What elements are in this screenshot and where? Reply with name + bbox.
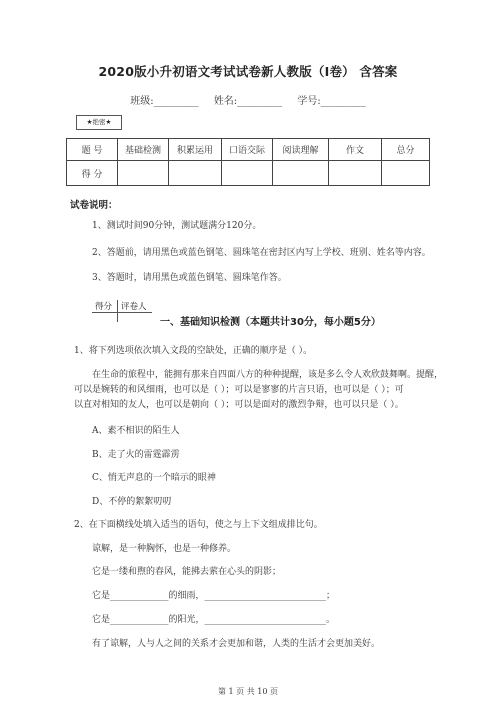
score-table-header-row xyxy=(67,139,430,161)
grader-box xyxy=(92,300,152,322)
page-footer: 第 1 页 共 10 页 xyxy=(218,687,278,696)
score-table-header-cell: 基础检测 xyxy=(118,139,169,161)
page-title: 2020版小升初语文考试试卷新人教版（I卷） 含答案 xyxy=(98,64,398,79)
class-field[interactable]: 班级:_________ xyxy=(130,96,199,107)
score-cell[interactable] xyxy=(273,161,329,186)
score-cell[interactable] xyxy=(382,161,430,186)
score-cell[interactable] xyxy=(118,161,169,186)
question-stem: 2、在下面横线处填入适当的语句，使之与上下文组成排比句。 xyxy=(74,520,323,530)
grader-score-label: 得分 xyxy=(95,302,113,312)
student-info xyxy=(0,92,496,107)
instruction-item: 1、测试时间90分钟，测试题满分120分。 xyxy=(92,221,262,231)
score-table-header-cell: 题 号 xyxy=(67,139,118,161)
fill-blank-line[interactable]: 它是_____________的细雨，___________________________； xyxy=(92,591,336,601)
section-title: 一、基础知识检测（本题共计30分，每小题5分） xyxy=(160,317,381,328)
grader-reviewer-label: 评卷人 xyxy=(121,302,147,312)
option-item: A、素不相识的陌生人 xyxy=(92,426,180,436)
question-line: 有了谅解，人与人之间的关系才会更加和谐，人类的生活才会更加美好。 xyxy=(92,639,381,649)
passage-line: 以直对相知的友人，也可以是朝向（ ）；可以是面对的激烈争辩，也可以只是（ ）。 xyxy=(74,400,404,410)
score-cell[interactable] xyxy=(329,161,382,186)
instruction-item: 2、答题前，请用黑色或蓝色钢笔、圆珠笔在密封区内写上学校、班别、姓名等内容。 xyxy=(92,248,431,258)
score-table-score-row xyxy=(67,161,430,186)
passage-line: 在生命的旅程中，能拥有那来自四面八方的种种提醒，该是多么令人欢欣鼓舞啊。提醒， xyxy=(92,370,444,380)
secret-badge: ★绝密★ xyxy=(76,115,122,130)
score-table-header-cell: 积累运用 xyxy=(169,139,222,161)
score-table-header-cell: 口语交际 xyxy=(222,139,273,161)
question-line: 谅解，是一种胸怀，也是一种修养。 xyxy=(92,544,237,554)
score-table-header-cell: 总分 xyxy=(382,139,430,161)
option-item: C、悄无声息的一个暗示的眼神 xyxy=(92,473,216,483)
score-cell[interactable] xyxy=(222,161,273,186)
student-id-field[interactable]: 学号:_________ xyxy=(297,96,366,107)
question-stem: 1、将下列选项依次填入文段的空缺处，正确的顺序是（ ）。 xyxy=(74,346,313,356)
fill-blank-line[interactable]: 它是_____________的阳光，___________________________。 xyxy=(92,615,336,625)
option-item: D、不停的絮絮叨叨 xyxy=(92,497,172,507)
grader-divider xyxy=(117,300,118,322)
score-table xyxy=(66,138,430,186)
name-field[interactable]: 姓名:_________ xyxy=(213,96,283,107)
instruction-item: 3、答题时，请用黑色或蓝色钢笔、圆珠笔作答。 xyxy=(92,273,287,283)
passage-line: 可以是婉转的和风细雨，也可以是（ ）；可以是寥寥的片言只语，也可以是（ ）；可 xyxy=(74,385,404,395)
question-line: 它是一缕和煦的春风，能拂去萦在心头的阴影； xyxy=(92,567,282,577)
instructions-title: 试卷说明： xyxy=(70,200,118,211)
score-table-header-cell: 作文 xyxy=(329,139,382,161)
option-item: B、走了火的雷霆霹雳 xyxy=(92,450,180,460)
score-cell[interactable] xyxy=(169,161,222,186)
score-row-label: 得 分 xyxy=(67,161,118,186)
grader-divider xyxy=(92,312,152,313)
score-table-header-cell: 阅读理解 xyxy=(273,139,329,161)
